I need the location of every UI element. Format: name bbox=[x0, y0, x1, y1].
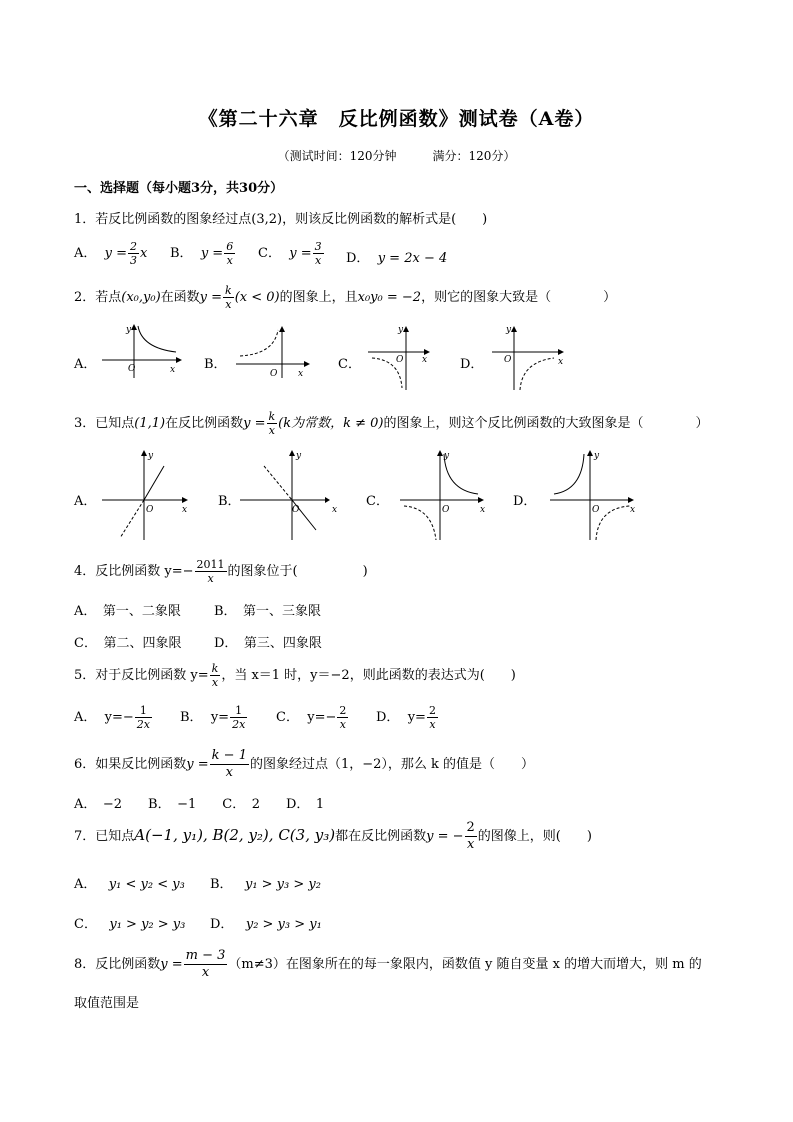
question-3-graph-b[interactable] bbox=[236, 446, 346, 542]
stem-text: 4．反比例函数 y=− bbox=[74, 564, 194, 579]
x-axis-arrow bbox=[176, 357, 182, 363]
fraction-den: 3 bbox=[130, 254, 138, 267]
question-3-graph-a[interactable] bbox=[98, 446, 198, 542]
fraction bbox=[210, 748, 249, 781]
y-label: y bbox=[126, 325, 132, 335]
x-axis-arrow bbox=[558, 349, 564, 355]
stem-text: 都在反比例函数 bbox=[335, 829, 427, 844]
y-axis-arrow bbox=[279, 326, 285, 332]
fraction-num: k − 1 bbox=[211, 748, 247, 763]
option-label: C． bbox=[276, 710, 299, 725]
fraction bbox=[337, 704, 348, 731]
question-2-label-d[interactable]: D． bbox=[460, 357, 484, 372]
fraction-num: 2 bbox=[466, 820, 475, 835]
origin-label: O bbox=[442, 505, 450, 515]
question-3-graph-c[interactable] bbox=[396, 446, 496, 542]
question-6-stem bbox=[74, 748, 534, 781]
fraction bbox=[184, 948, 228, 981]
stem-math: A(−1, y₁), B(2, y₂), C(3, y₃) bbox=[134, 826, 336, 844]
question-5-stem bbox=[74, 662, 516, 689]
question-3-label-b[interactable]: B． bbox=[218, 494, 241, 509]
option-expr: y= bbox=[210, 710, 230, 725]
x-label: x bbox=[422, 355, 428, 365]
question-4-option-c[interactable]: C． 第二、四象限 bbox=[74, 636, 182, 651]
fraction bbox=[230, 704, 247, 731]
question-2-label-c[interactable]: C． bbox=[338, 357, 361, 372]
fraction-num: 1 bbox=[230, 704, 247, 718]
option-expr: y = bbox=[289, 246, 312, 261]
stem-text: ，则它的图象大致是（ ） bbox=[421, 290, 617, 305]
origin-label: O bbox=[504, 355, 512, 365]
question-5-option-a[interactable] bbox=[74, 704, 153, 731]
stem-text: 8．反比例函数 bbox=[74, 957, 161, 972]
question-7-option-a[interactable] bbox=[74, 873, 185, 892]
question-4-option-b[interactable]: B． 第一、三象限 bbox=[214, 604, 322, 619]
stem-math: (x₀,y₀) bbox=[121, 290, 161, 305]
question-2-stem bbox=[74, 284, 616, 311]
fraction-num: k bbox=[268, 410, 276, 423]
option-expr: y₁ > y₂ > y₃ bbox=[109, 917, 186, 932]
fraction-den: x bbox=[429, 718, 436, 731]
option-expr: y = bbox=[104, 246, 128, 261]
stem-text: 3．已知点 bbox=[74, 416, 135, 431]
option-expr: y = bbox=[200, 246, 224, 261]
y-axis-arrow bbox=[403, 326, 409, 332]
curve-branch bbox=[138, 326, 176, 352]
question-2-graph-d[interactable] bbox=[488, 320, 572, 392]
fraction-den: x bbox=[201, 965, 210, 980]
x-label: x bbox=[332, 505, 338, 515]
option-label: A． bbox=[74, 877, 97, 892]
y-axis-arrow bbox=[131, 324, 137, 330]
option-expr: y=− bbox=[104, 710, 134, 725]
graph-line-dashed bbox=[264, 466, 292, 500]
section-heading: 一、选择题（每小题3分，共30分） bbox=[74, 181, 284, 196]
fraction-den: x bbox=[339, 718, 346, 731]
question-7-stem bbox=[74, 820, 592, 853]
stem-math: y = bbox=[186, 757, 209, 772]
stem-math: x₀y₀ = −2 bbox=[357, 290, 422, 305]
option-label: B． bbox=[180, 710, 203, 725]
curve-branch-q3 bbox=[404, 506, 436, 540]
option-label: B． bbox=[170, 246, 193, 261]
stem-text: 6．如果反比例函数 bbox=[74, 757, 187, 772]
exam-info: （测试时间：120分钟 满分：120分） bbox=[277, 149, 516, 163]
question-2-label-b[interactable]: B． bbox=[204, 357, 227, 372]
origin-label: O bbox=[592, 505, 600, 515]
x-label: x bbox=[298, 369, 304, 379]
fraction bbox=[210, 662, 221, 689]
stem-text: 的图像上，则( ) bbox=[477, 829, 592, 844]
fraction-den: x bbox=[226, 254, 233, 267]
origin-label: O bbox=[292, 505, 300, 515]
origin-label: O bbox=[128, 364, 136, 374]
question-4-stem bbox=[74, 558, 368, 585]
fraction bbox=[267, 410, 278, 437]
question-3-label-d[interactable]: D． bbox=[513, 494, 537, 509]
question-8-stem bbox=[74, 948, 702, 981]
y-label: y bbox=[148, 451, 154, 461]
x-label: x bbox=[480, 505, 486, 515]
stem-math: (x < 0) bbox=[234, 290, 280, 305]
origin-label: O bbox=[396, 355, 404, 365]
fraction-den: 2x bbox=[232, 718, 246, 731]
fraction bbox=[223, 284, 234, 311]
fraction-num: 6 bbox=[226, 240, 234, 253]
fraction-den: x bbox=[225, 298, 232, 311]
question-2-graph-a[interactable] bbox=[98, 320, 188, 380]
graph-line bbox=[144, 466, 164, 500]
question-2-graph-b[interactable] bbox=[232, 320, 322, 380]
option-label: B． bbox=[210, 877, 233, 892]
stem-text: 的图象经过点（1，−2），那么 k 的值是（ ） bbox=[249, 757, 535, 772]
stem-math: y = bbox=[243, 416, 266, 431]
fraction bbox=[313, 240, 324, 267]
question-7-option-d[interactable] bbox=[210, 913, 322, 932]
fraction-den: 2x bbox=[136, 718, 150, 731]
question-1-option-d[interactable] bbox=[346, 247, 447, 266]
x-label: x bbox=[630, 505, 636, 515]
stem-text: 的图象位于( ) bbox=[227, 564, 368, 579]
y-axis-arrow bbox=[437, 450, 443, 456]
curve-branch bbox=[520, 358, 554, 390]
x-axis-arrow bbox=[182, 497, 188, 503]
option-expr: y₂ > y₃ > y₁ bbox=[245, 917, 322, 932]
stem-text: 7．已知点 bbox=[74, 829, 135, 844]
question-1-option-c[interactable] bbox=[258, 240, 325, 267]
page-title: 《第二十六章 反比例函数》测试卷（A卷） bbox=[198, 108, 595, 130]
stem-math: y = − bbox=[426, 829, 464, 844]
fraction bbox=[135, 704, 152, 731]
question-3-label-c[interactable]: C． bbox=[366, 494, 389, 509]
question-2-label-a[interactable]: A． bbox=[74, 357, 97, 372]
origin-label: O bbox=[146, 505, 154, 515]
stem-text: ，当 x＝1 时，y＝−2，则此函数的表达式为( ) bbox=[221, 668, 516, 683]
x-label: x bbox=[170, 365, 176, 375]
fraction-num: k bbox=[225, 284, 232, 297]
question-1-stem: 1．若反比例函数的图象经过点(3,2)，则该反比例函数的解析式是( ) bbox=[74, 212, 488, 227]
fraction bbox=[224, 240, 235, 267]
stem-math: y = bbox=[160, 957, 183, 972]
option-expr: y = 2x − 4 bbox=[377, 251, 448, 266]
x-axis-arrow bbox=[325, 497, 330, 503]
fraction-den: x bbox=[207, 572, 214, 585]
y-axis-arrow bbox=[511, 326, 517, 332]
question-1-option-a[interactable] bbox=[74, 240, 147, 267]
fraction-den: x bbox=[314, 254, 322, 267]
y-axis-arrow bbox=[587, 450, 593, 456]
curve-branch-q2 bbox=[554, 454, 584, 494]
question-7-option-b[interactable] bbox=[210, 873, 321, 892]
x-label: x bbox=[182, 505, 188, 515]
option-label: A． bbox=[74, 710, 97, 725]
y-label: y bbox=[506, 325, 512, 335]
question-4-option-a[interactable]: A． 第一、二象限 bbox=[74, 604, 181, 619]
option-label: D． bbox=[210, 917, 234, 932]
x-axis-arrow bbox=[478, 497, 484, 503]
fraction bbox=[427, 704, 438, 731]
stem-text: 在函数 bbox=[160, 290, 200, 305]
fraction-den: x bbox=[268, 424, 275, 437]
question-7-option-c[interactable] bbox=[74, 913, 185, 932]
fraction bbox=[195, 558, 227, 585]
question-2-graph-c[interactable] bbox=[364, 320, 444, 392]
stem-text: （m≠3）在图象所在的每一象限内，函数值 y 随自变量 x 的增大而增大，则 m 的 bbox=[228, 957, 702, 972]
fraction-num: 2011 bbox=[196, 558, 225, 571]
question-4-option-d[interactable]: D． 第三、四象限 bbox=[214, 636, 322, 651]
option-label: A． bbox=[74, 246, 97, 261]
fraction bbox=[128, 240, 139, 267]
question-1-option-b[interactable] bbox=[170, 240, 236, 267]
y-axis-arrow bbox=[141, 450, 147, 456]
question-3-label-a[interactable]: A． bbox=[74, 494, 97, 509]
origin-label: O bbox=[270, 369, 278, 379]
graph-line-dashed bbox=[120, 500, 144, 538]
stem-text: 5．对于反比例函数 y= bbox=[74, 668, 209, 683]
stem-math: y = bbox=[199, 290, 223, 305]
question-5-option-c[interactable] bbox=[276, 704, 349, 731]
question-8-stem-cont: 取值范围是 bbox=[74, 996, 140, 1011]
fraction-den: x bbox=[466, 837, 475, 852]
curve-branch bbox=[240, 330, 278, 356]
fraction-num: 1 bbox=[135, 704, 152, 718]
y-label: y bbox=[594, 451, 600, 461]
y-label: y bbox=[296, 451, 302, 461]
question-5-option-b[interactable] bbox=[180, 704, 248, 731]
fraction bbox=[465, 820, 477, 853]
curve-branch-q4 bbox=[596, 506, 630, 540]
question-3-graph-d[interactable] bbox=[546, 446, 646, 542]
option-expr: y= bbox=[407, 710, 426, 725]
stem-text: 在反比例函数 bbox=[165, 416, 244, 431]
y-label: y bbox=[444, 451, 450, 461]
fraction-den: x bbox=[225, 765, 233, 780]
stem-math: (k为常数，k ≠ 0) bbox=[278, 416, 384, 431]
x-axis-arrow bbox=[628, 497, 634, 503]
x-label: x bbox=[558, 357, 564, 367]
stem-math: (1,1) bbox=[134, 416, 166, 431]
curve-branch-q1 bbox=[444, 454, 478, 494]
x-axis-arrow bbox=[304, 361, 310, 367]
fraction-den: x bbox=[211, 676, 219, 689]
fraction-num: k bbox=[211, 662, 219, 675]
option-label: C． bbox=[258, 246, 281, 261]
fraction-num: 2 bbox=[130, 240, 138, 253]
option-expr: y=− bbox=[307, 710, 337, 725]
fraction-num: 2 bbox=[339, 704, 347, 717]
y-axis-arrow bbox=[289, 450, 295, 456]
question-3-stem bbox=[74, 410, 709, 437]
option-expr: y₁ > y₃ > y₂ bbox=[244, 877, 321, 892]
stem-text: 2．若点 bbox=[74, 290, 122, 305]
question-6-options[interactable]: A． −2 B． −1 C． 2 D． 1 bbox=[74, 797, 325, 812]
stem-text: 的图象上，且 bbox=[279, 290, 358, 305]
option-expr-tail: x bbox=[140, 246, 148, 261]
option-expr: y₁ < y₂ < y₃ bbox=[108, 877, 185, 892]
fraction-num: 3 bbox=[314, 240, 322, 253]
fraction-num: m − 3 bbox=[185, 948, 226, 963]
option-label: D． bbox=[346, 251, 370, 266]
option-label: D． bbox=[376, 710, 400, 725]
y-label: y bbox=[398, 325, 404, 335]
stem-text: 的图象上，则这个反比例函数的大致图象是（ ） bbox=[383, 416, 709, 431]
option-label: C． bbox=[74, 917, 97, 932]
fraction-num: 2 bbox=[428, 704, 436, 717]
question-5-option-d[interactable] bbox=[376, 704, 439, 731]
